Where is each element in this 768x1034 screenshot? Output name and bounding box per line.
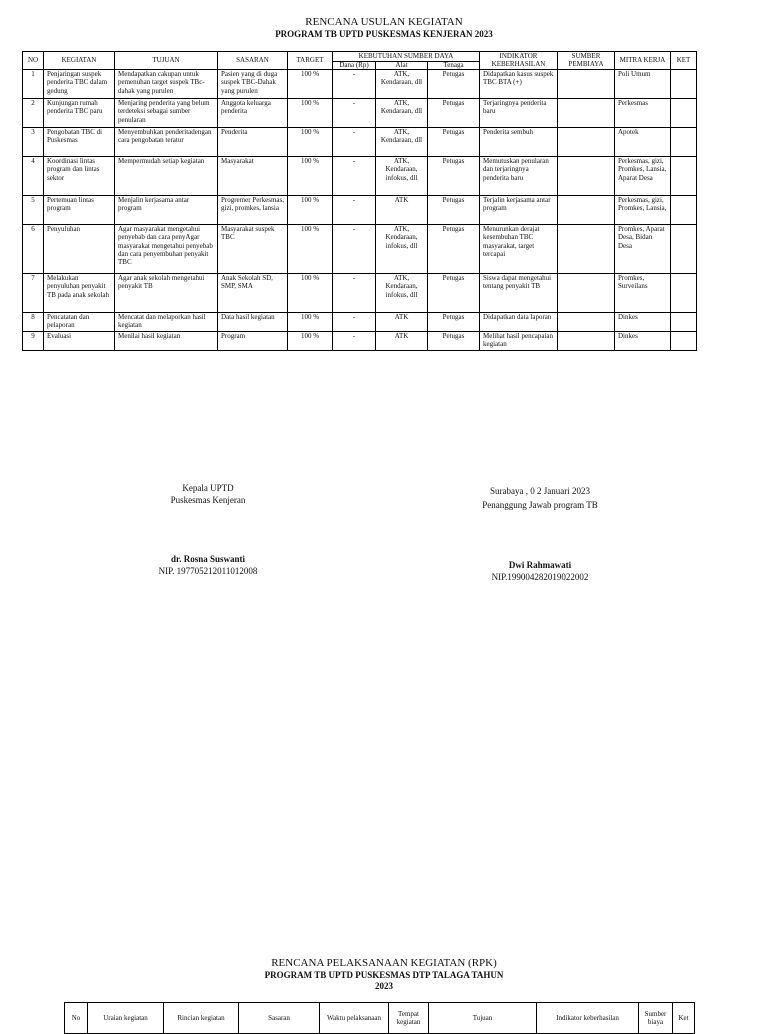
cell-mitra: Promkes, Aparat Desa, Bidan Desa <box>615 224 671 273</box>
cell-target: 100 % <box>288 156 333 195</box>
cell-tujuan: Mencatat dan melaporkan hasil kegiatan <box>115 312 218 331</box>
cell-kegiatan: Pengobatan TBC di Puskesmas <box>44 127 115 156</box>
cell-no: 7 <box>23 273 44 312</box>
cell-tujuan: Menyembuhkan penderitadengan cara pengobatan teratur <box>115 127 218 156</box>
cell-dana: - <box>333 69 376 98</box>
cell-dana: - <box>333 224 376 273</box>
cell-indikator: Memutuskan penularan dan terjaringnya penderita baru <box>480 156 558 195</box>
table-row <box>23 331 697 350</box>
cell-no: 5 <box>23 195 44 224</box>
table-row <box>23 156 697 195</box>
cell-no: 4 <box>23 156 44 195</box>
cell-ket <box>671 195 697 224</box>
cell-tenaga: Petugas <box>428 98 480 127</box>
cell-kegiatan: Kunjungan rumah penderita TBC paru <box>44 98 115 127</box>
cell-sumber <box>558 331 615 350</box>
cell-no: 3 <box>23 127 44 156</box>
cell-tenaga: Petugas <box>428 312 480 331</box>
cell-sumber <box>558 156 615 195</box>
rpk-header-tempat: Tempat kegiatan <box>389 1003 429 1034</box>
cell-sasaran: Masyarakat suspek TBC <box>218 224 288 273</box>
cell-sumber <box>558 195 615 224</box>
header-no: NO <box>23 52 44 70</box>
cell-sumber <box>558 312 615 331</box>
cell-alat: ATK, Kendaraan, dll <box>376 69 428 98</box>
cell-ket <box>671 312 697 331</box>
cell-tenaga: Petugas <box>428 195 480 224</box>
signature-left-name: dr. Rosna Suswanti <box>171 554 245 564</box>
signature-left <box>150 483 266 576</box>
cell-ket <box>671 331 697 350</box>
rpk-header-sumber: Sumber biaya <box>639 1003 673 1034</box>
cell-tenaga: Petugas <box>428 224 480 273</box>
cell-sasaran: Progremer Perkesmas, gizi, promkes, lansia <box>218 195 288 224</box>
cell-dana: - <box>333 331 376 350</box>
signature-right-nip: NIP.199004282019022002 <box>491 572 589 582</box>
cell-ket <box>671 224 697 273</box>
cell-indikator: Didapatkan data laporan <box>480 312 558 331</box>
rpk-table <box>64 1002 695 1034</box>
cell-mitra: Dinkes <box>615 331 671 350</box>
cell-dana: - <box>333 273 376 312</box>
cell-dana: - <box>333 312 376 331</box>
cell-mitra: Poli Umum <box>615 69 671 98</box>
document-title: RENCANA USULAN KEGIATAN <box>305 16 463 28</box>
cell-sasaran: Anak Sekolah SD, SMP, SMA <box>218 273 288 312</box>
cell-tenaga: Petugas <box>428 127 480 156</box>
cell-alat: ATK, Kendaraan, dll <box>376 98 428 127</box>
rpk-header-waktu: Waktu pelaksanaan <box>320 1003 389 1034</box>
rpk-header-tujuan: Tujuan <box>429 1003 537 1034</box>
cell-no: 9 <box>23 331 44 350</box>
rpk-header-row <box>65 1003 695 1034</box>
cell-alat: ATK <box>376 331 428 350</box>
table-header-row <box>23 52 697 62</box>
table-row <box>23 127 697 156</box>
signature-right <box>470 486 610 582</box>
cell-alat: ATK, Kendaraan, infokus, dll <box>376 156 428 195</box>
cell-mitra: Perkesmas, gizi, Promkes, Lansia, Aparat Desa <box>615 156 671 195</box>
cell-dana: - <box>333 127 376 156</box>
cell-target: 100 % <box>288 69 333 98</box>
cell-target: 100 % <box>288 312 333 331</box>
cell-sumber <box>558 127 615 156</box>
cell-ket <box>671 98 697 127</box>
cell-kegiatan: Koordinasi lintas program dan lintas sektor <box>44 156 115 195</box>
table-row <box>23 273 697 312</box>
signature-right-place-date: Surabaya , 0 2 Januari 2023 <box>490 486 590 496</box>
rpk-subtitle <box>0 970 768 992</box>
cell-target: 100 % <box>288 224 333 273</box>
cell-tujuan: Agar masyarakat mengetahui penyebab dan cara penyAgar masyarakat mengetahui penyebab dan cara penyembuhan penyakit TBC <box>115 224 218 273</box>
cell-mitra: Perkesmas <box>615 98 671 127</box>
header-alat: Alat <box>376 61 428 69</box>
signature-right-name: Dwi Rahmawati <box>508 560 572 570</box>
rpk-header-rincian: Rincian kegiatan <box>164 1003 239 1034</box>
cell-target: 100 % <box>288 273 333 312</box>
rpk-header-no: No <box>65 1003 88 1034</box>
cell-target: 100 % <box>288 98 333 127</box>
cell-kegiatan: Penjaringan suspek penderita TBC dalam gedung <box>44 69 115 98</box>
rpk-subtitle-line2: 2023 <box>375 981 393 991</box>
table-row <box>23 312 697 331</box>
header-tujuan: TUJUAN <box>115 52 218 70</box>
table-row <box>23 69 697 98</box>
cell-sasaran: Anggota keluarga penderita <box>218 98 288 127</box>
table-row <box>23 98 697 127</box>
cell-sasaran: Masyarakat <box>218 156 288 195</box>
cell-alat: ATK <box>376 312 428 331</box>
rpk-header-uraian: Uraian kegiatan <box>88 1003 164 1034</box>
document-subtitle: PROGRAM TB UPTD PUSKESMAS KENJERAN 2023 <box>275 29 493 39</box>
cell-sasaran: Data hasil kegiatan <box>218 312 288 331</box>
cell-indikator: Didapatkan kasus suspek TBC BTA (+) <box>480 69 558 98</box>
cell-sumber <box>558 69 615 98</box>
cell-mitra: Apotek <box>615 127 671 156</box>
header-kebutuhan: KEBUTUHAN SUMBER DAYA <box>333 52 480 62</box>
cell-kegiatan: Pertemuan lintas program <box>44 195 115 224</box>
cell-target: 100 % <box>288 331 333 350</box>
signature-left-office: Puskesmas Kenjeran <box>170 495 246 505</box>
cell-ket <box>671 156 697 195</box>
signature-left-nip: NIP. 197705212011012008 <box>158 566 258 576</box>
cell-ket <box>671 127 697 156</box>
header-dana: Dana (Rp) <box>333 61 376 69</box>
header-sasaran: SASARAN <box>218 52 288 70</box>
rpk-title: RENCANA PELAKSANAAN KEGIATAN (RPK) <box>271 957 497 969</box>
cell-tenaga: Petugas <box>428 331 480 350</box>
cell-dana: - <box>333 98 376 127</box>
cell-alat: ATK, Kendaraan, infokus, dll <box>376 273 428 312</box>
cell-indikator: Penderita sembuh <box>480 127 558 156</box>
cell-tujuan: Agar anak sekolah mengetahui penyakit TB <box>115 273 218 312</box>
cell-kegiatan: Penyuluhan <box>44 224 115 273</box>
activity-plan-table <box>22 51 697 351</box>
header-sumber: SUMBER PEMBIAYA <box>558 52 615 70</box>
cell-alat: ATK, Kendaraan, infokus, dll <box>376 224 428 273</box>
cell-kegiatan: Pencatatan dan pelaporan <box>44 312 115 331</box>
cell-tenaga: Petugas <box>428 273 480 312</box>
cell-mitra: Promkes, Surveilans <box>615 273 671 312</box>
signature-left-role: Kepala UPTD <box>182 483 234 493</box>
cell-tenaga: Petugas <box>428 69 480 98</box>
cell-alat: ATK, Kendaraan, dll <box>376 127 428 156</box>
cell-dana: - <box>333 195 376 224</box>
cell-sasaran: Program <box>218 331 288 350</box>
cell-sumber <box>558 224 615 273</box>
cell-indikator: Melihat hasil pencapaian kegiatan <box>480 331 558 350</box>
rpk-header-indikator: Indikator keberhasilan <box>537 1003 639 1034</box>
cell-mitra: Perkesmas, gizi, Promkes, Lansia, <box>615 195 671 224</box>
cell-tujuan: Menjalin kerjasama antar program <box>115 195 218 224</box>
cell-alat: ATK <box>376 195 428 224</box>
cell-kegiatan: Evaluasi <box>44 331 115 350</box>
cell-kegiatan: Melakukan penyuluhan penyakit TB pada anak sekolah <box>44 273 115 312</box>
signature-right-role: Penanggung Jawab program TB <box>482 500 598 510</box>
cell-tenaga: Petugas <box>428 156 480 195</box>
cell-sasaran: Penderita <box>218 127 288 156</box>
header-mitra: MITRA KERJA <box>615 52 671 70</box>
cell-ket <box>671 273 697 312</box>
cell-sasaran: Pasien yang di duga suspek TBC-Dahak yang purulen <box>218 69 288 98</box>
rpk-header-sasaran: Sasaran <box>239 1003 320 1034</box>
cell-indikator: Siswa dapat mengetahui tentang penyakit TB <box>480 273 558 312</box>
cell-tujuan: Mendapatkan cakupan untuk pemenuhan target suspek TBc-dahak yang purulen <box>115 69 218 98</box>
cell-tujuan: Mempermudah setiap kegiatan <box>115 156 218 195</box>
cell-mitra: Dinkes <box>615 312 671 331</box>
cell-target: 100 % <box>288 127 333 156</box>
header-tenaga: Tenaga <box>428 61 480 69</box>
cell-tujuan: Menilai hasil kegiatan <box>115 331 218 350</box>
cell-indikator: Terjalin kerjasama antar program <box>480 195 558 224</box>
cell-dana: - <box>333 156 376 195</box>
rpk-header-ket: Ket <box>673 1003 695 1034</box>
cell-indikator: Menurunkan derajat kesembuhan TBC masyarakat, target tercapai <box>480 224 558 273</box>
cell-sumber <box>558 273 615 312</box>
header-ket: KET <box>671 52 697 70</box>
cell-no: 6 <box>23 224 44 273</box>
cell-sumber <box>558 98 615 127</box>
cell-tujuan: Menjaring penderita yang belum terdeteksi sebagai sumber penularan <box>115 98 218 127</box>
table-row <box>23 195 697 224</box>
cell-indikator: Terjaringnya penderita baru <box>480 98 558 127</box>
cell-no: 1 <box>23 69 44 98</box>
cell-no: 8 <box>23 312 44 331</box>
cell-ket <box>671 69 697 98</box>
header-kegiatan: KEGIATAN <box>44 52 115 70</box>
header-target: TARGET <box>288 52 333 70</box>
cell-target: 100 % <box>288 195 333 224</box>
rpk-subtitle-line1: PROGRAM TB UPTD PUSKESMAS DTP TALAGA TAHUN <box>264 970 504 980</box>
header-indikator: INDIKATOR KEBERHASILAN <box>480 52 558 70</box>
cell-no: 2 <box>23 98 44 127</box>
table-row <box>23 224 697 273</box>
